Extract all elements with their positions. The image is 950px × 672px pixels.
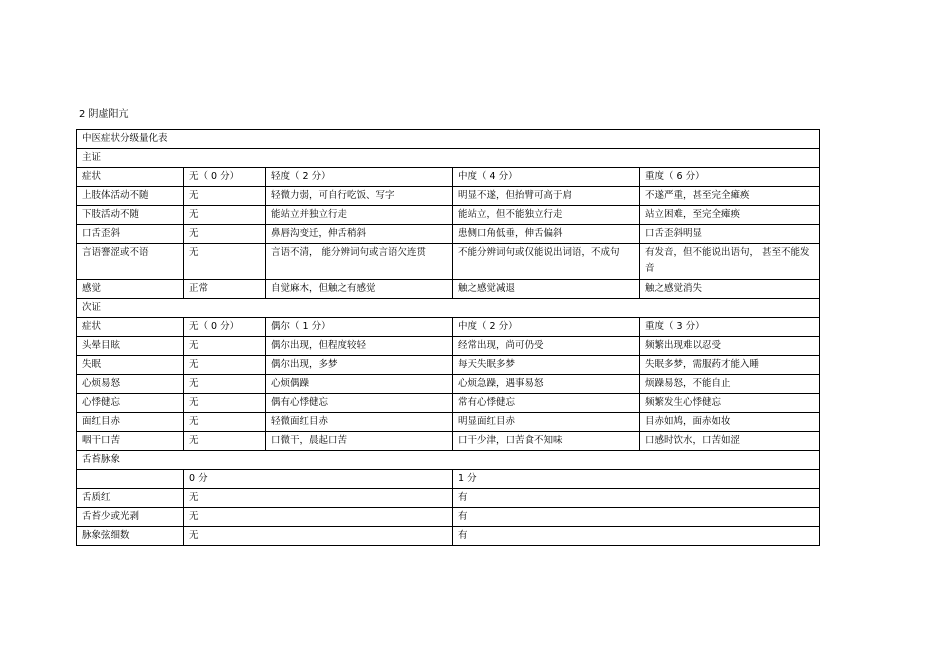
header-row-main [77,168,820,187]
symptom-cell: 下肢活动不随 [77,206,184,225]
table-row [77,337,820,356]
grade-cell: 无 [184,527,453,546]
symptom-cell: 上肢体活动不随 [77,187,184,206]
table-row [77,508,820,527]
symptom-cell: 舌质红 [77,489,184,508]
grade-cell: 轻微面红目赤 [266,413,453,432]
grade-cell: 鼻唇沟变迁，伸舌稍斜 [266,225,453,244]
header-cell: 轻度（ 2 分） [266,168,453,187]
header-cell: 症状 [77,318,184,337]
table-row [77,187,820,206]
grade-cell: 有发音，但不能说出语句， 甚至不能发音 [640,244,820,280]
grade-cell: 不能分辨词句或仅能说出词语，不成句 [453,244,640,280]
table-row [77,527,820,546]
grade-cell: 烦躁易怒，不能自止 [640,375,820,394]
grade-cell: 无 [184,187,266,206]
table-title: 中医症状分级量化表 [77,130,820,149]
header-cell: 重度（ 3 分） [640,318,820,337]
grade-cell: 偶有心悸健忘 [266,394,453,413]
section-row-tongue [77,451,820,470]
header-row-tongue [77,470,820,489]
table-title-row [77,130,820,149]
grade-cell: 有 [453,527,820,546]
grade-cell: 言语不清， 能分辨词句或言语欠连贯 [266,244,453,280]
grade-cell: 有 [453,489,820,508]
symptom-cell: 头晕目眩 [77,337,184,356]
grade-cell: 无 [184,508,453,527]
grade-cell: 经常出现，尚可仍受 [453,337,640,356]
grade-cell: 不遂严重，甚至完全瘫痪 [640,187,820,206]
section-label-secondary: 次证 [77,299,820,318]
table-row [77,225,820,244]
symptom-cell: 脉象弦细数 [77,527,184,546]
section-label-main: 主证 [77,149,820,168]
grade-cell: 明显不遂，但抬臂可高于肩 [453,187,640,206]
symptom-cell: 言语謇涩或不语 [77,244,184,280]
section-row-secondary [77,299,820,318]
grade-cell: 频繁发生心悸健忘 [640,394,820,413]
table-row [77,356,820,375]
header-cell: 1 分 [453,470,820,489]
grade-cell: 无 [184,225,266,244]
header-cell: 无（ 0 分） [184,318,266,337]
grade-cell: 无 [184,432,266,451]
grade-cell: 心烦急躁，遇事易怒 [453,375,640,394]
grade-cell: 患侧口角低垂，伸舌偏斜 [453,225,640,244]
table-row [77,375,820,394]
symptom-cell: 舌苔少或光剥 [77,508,184,527]
header-cell: 中度（ 4 分） [453,168,640,187]
header-cell: 重度（ 6 分） [640,168,820,187]
grade-cell: 有 [453,508,820,527]
symptom-grading-table [76,129,820,546]
grade-cell: 频繁出现难以忍受 [640,337,820,356]
grade-cell: 自觉麻木，但触之有感觉 [266,280,453,299]
symptom-cell: 心悸健忘 [77,394,184,413]
symptom-cell: 感觉 [77,280,184,299]
grade-cell: 无 [184,394,266,413]
grade-cell: 无 [184,413,266,432]
table-row [77,489,820,508]
grade-cell: 无 [184,337,266,356]
grade-cell: 无 [184,244,266,280]
grade-cell: 能站立，但不能独立行走 [453,206,640,225]
symptom-cell: 面红目赤 [77,413,184,432]
grade-cell: 心烦偶躁 [266,375,453,394]
table-row [77,413,820,432]
header-cell: 0 分 [184,470,453,489]
grade-cell: 口感时饮水，口苦如涩 [640,432,820,451]
grade-cell: 无 [184,375,266,394]
header-cell: 中度（ 2 分） [453,318,640,337]
table-row [77,244,820,280]
header-row-secondary [77,318,820,337]
grade-cell: 正常 [184,280,266,299]
grade-cell: 口干少津，口苦食不知味 [453,432,640,451]
table-row [77,432,820,451]
symptom-cell: 口舌歪斜 [77,225,184,244]
table-row [77,394,820,413]
section-row-main [77,149,820,168]
grade-cell: 站立困难，至完全瘫痪 [640,206,820,225]
header-cell: 症状 [77,168,184,187]
header-cell [77,470,184,489]
symptom-cell: 咽干口苦 [77,432,184,451]
table-row [77,280,820,299]
grade-cell: 轻微力弱，可自行吃饭、写字 [266,187,453,206]
grade-cell: 触之感觉消失 [640,280,820,299]
grade-cell: 触之感觉减退 [453,280,640,299]
grade-cell: 能站立并独立行走 [266,206,453,225]
grade-cell: 每天失眠多梦 [453,356,640,375]
grade-cell: 无 [184,206,266,225]
symptom-cell: 心烦易怒 [77,375,184,394]
grade-cell: 口舌歪斜明显 [640,225,820,244]
grade-cell: 偶尔出现，多梦 [266,356,453,375]
grade-cell: 目赤如鸠，面赤如妆 [640,413,820,432]
table-row [77,206,820,225]
grade-cell: 失眠多梦，需服药才能入睡 [640,356,820,375]
grade-cell: 无 [184,489,453,508]
grade-cell: 明显面红目赤 [453,413,640,432]
header-cell: 偶尔（ 1 分） [266,318,453,337]
grade-cell: 偶尔出现，但程度较轻 [266,337,453,356]
grade-cell: 无 [184,356,266,375]
symptom-cell: 失眠 [77,356,184,375]
grade-cell: 常有心悸健忘 [453,394,640,413]
grade-cell: 口微干，晨起口苦 [266,432,453,451]
header-cell: 无（ 0 分） [184,168,266,187]
section-label-tongue: 舌苔脉象 [77,451,820,470]
section-heading: 2 阴虚阳亢 [79,109,129,120]
